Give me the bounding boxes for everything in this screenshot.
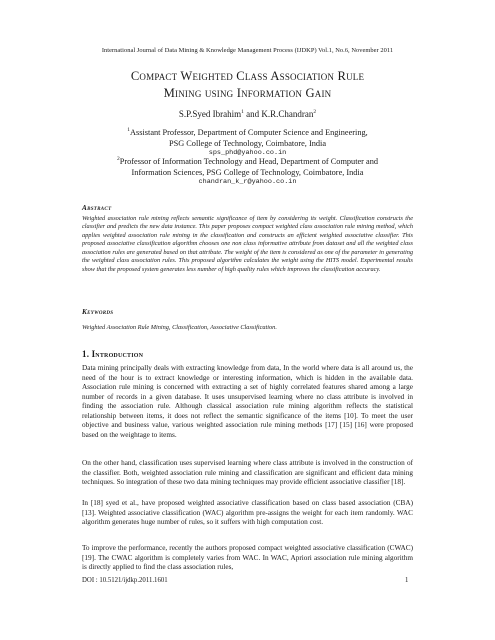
title-line-1: Compact Weighted Class Association Rule [130,69,365,83]
author-2-affiliation-mark: 2 [313,109,317,115]
affiliation-1-email[interactable]: sps_phd@yahoo.co.in [208,149,287,157]
title-line-2: Mining using Information Gain [163,86,332,100]
affiliation-2-department: Professor of Information Technology and Head, Department of Computer and [119,157,378,166]
introduction-paragraph-2: On the other hand, classification uses supervised learning where class attribute is involved in the construction of the classifier. Both, weighted association rule mining and classification are significant and efficient data mining techniques. So integration of these two data mining techniques may provide efficient associative classifier [18]. [82,459,413,487]
affiliation-2-line-2: Information Sciences, PSG College of Technology, Coimbatore, India [131,167,364,177]
affiliation-2-email[interactable]: chandran_k_r@yahoo.co.in [198,178,297,186]
author-list [0,109,495,119]
keywords-text: Weighted Association Rule Mining, Classification, Associative Classification. [82,324,277,331]
introduction-paragraph-1: Data mining principally deals with extracting knowledge from data, In the world where data is all around us, the need of the hour is to extract knowledge or interesting information, which is hidden in the available data. Association rule mining is concerned with extracting a set of highly correlated features shared among a large number of records in a given database. It uses unsupervised learning where no class attribute is involved in finding the association rule. Although classical association rule mining algorithm reflects the statistical relationship between items, it does not reflect the semantic significance of the items [10]. To meet the user objective and business value, various weighted association rule mining methods [17] [15] [16] were proposed based on the weightage to items. [82,364,413,439]
abstract-text: Weighted association rule mining reflects semantic significance of item by considering its weight. Classification constructs the classifier and predicts the new data instance. This paper proposes compact weighted class association rule mining method, which applies weighted association rule mining in the classification and constructs an efficient weighted associative classifier. This proposed associative classification algorithm chooses one non class informative attribute from dataset and all the weighted class association rules are generated based on that attribute. The weight of the item is considered as one of the parameter in generating the weighted class association rules. This proposed algorithm calculates the weight using the HITS model. Experimental results show that the proposed system generates less number of high quality rules which improves the classification accuracy. [82,215,413,273]
affiliation-2-line-1 [40,157,455,168]
keywords-heading: Keywords [82,308,114,316]
introduction-paragraph-4: To improve the performance, recently the authors proposed compact weighted associative classification (CWAC) [19]. The CWAC algorithm is completely varies from WAC. In WAC, Apriori association rule mining algorithm is directly applied to find the class association rules, [82,544,413,572]
footer-doi[interactable]: DOI : 10.5121/ijdkp.2011.1601 [82,577,168,584]
affiliation-1-department: Assistant Professor, Department of Computer Science and Engineering, [130,128,368,137]
affiliation-1 [40,128,455,158]
running-header: International Journal of Data Mining & Knowledge Management Process (IJDKP) Vol.1, No.6, November 2011 [101,47,394,54]
paper-title [60,68,435,102]
introduction-paragraph-3: In [18] syed et al., have proposed weighted associative classification based on class based association (CBA) [13]. Weighted associative classification (WAC) algorithm pre-assigns the weight for each item randomly. WAC algorithm generates huge number of rules, so it suffers with high computation cost. [82,499,413,527]
affiliation-1-line-2: PSG College of Technology, Coimbatore, India [168,138,327,148]
abstract-heading: Abstract [82,204,112,212]
affiliation-1-mark: 1 [127,127,131,134]
author-1-affiliation-mark: 1 [241,109,244,115]
author-connector: and [243,109,262,119]
author-1: S.P.Syed Ibrahim [178,109,242,119]
introduction-heading: 1. Introduction [82,349,144,359]
author-2: K.R.Chandran [261,109,314,119]
page-number: 1 [405,577,409,584]
affiliation-1-line-1 [40,128,455,139]
affiliation-2 [40,157,455,187]
affiliation-2-mark: 2 [117,156,120,163]
